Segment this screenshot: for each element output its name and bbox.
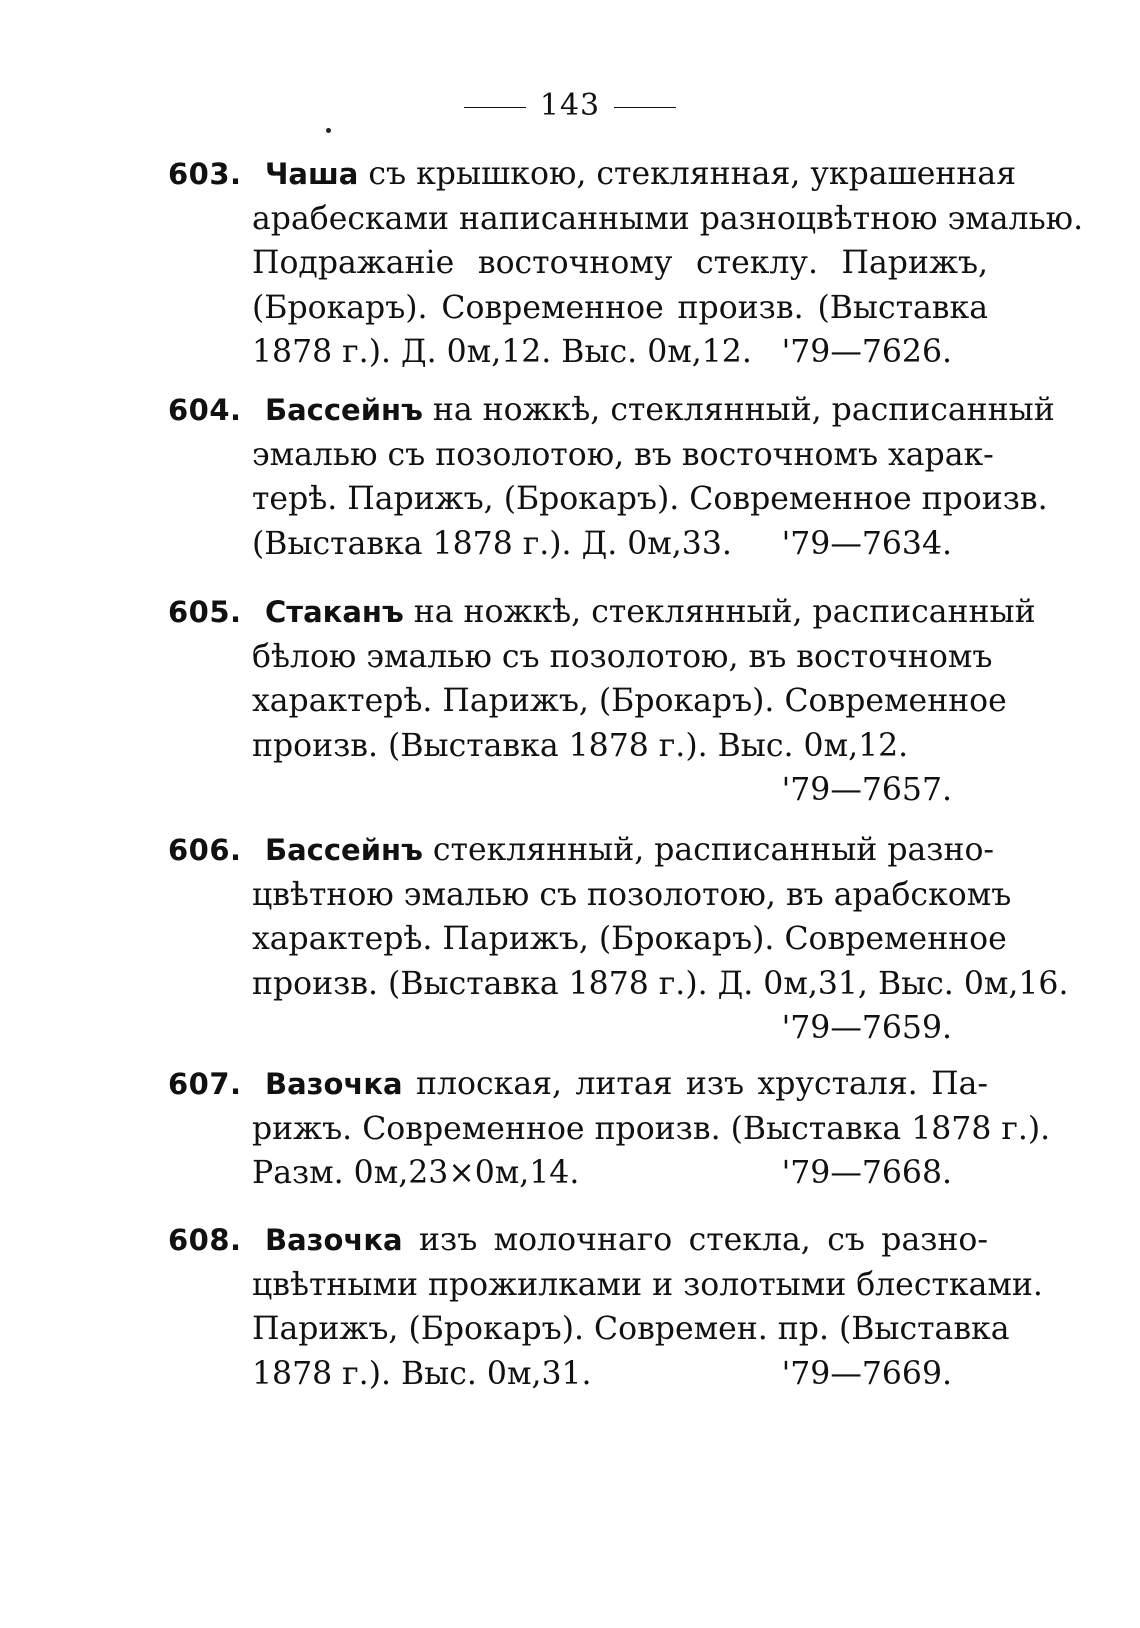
entry-line: арабесками написанными разноцвѣтною эмалью. (252, 200, 1084, 237)
catalog-entry-603 (168, 152, 1084, 375)
entry-last-line (252, 1151, 988, 1196)
inventory-ref: '79—7669. (781, 1355, 952, 1392)
entry-line (265, 590, 1036, 635)
entry-line: терѣ. Парижъ, (Брокаръ). Современное произв. (252, 481, 1048, 517)
print-speck (326, 128, 331, 133)
entry-measurements: (Выставка 1878 г.). Д. 0м,33. (252, 525, 732, 562)
entry-text: изъ молочнаго стекла, съ разно- (419, 1222, 989, 1258)
entry-body (265, 388, 1055, 433)
entry-last-line (252, 1352, 988, 1397)
entry-line: характерѣ. Парижъ, (Брокаръ). Современное (252, 921, 1007, 957)
entry-body (265, 828, 995, 873)
entry-line (265, 388, 1055, 433)
header-rule-right (614, 107, 676, 108)
entry-text: на ножкѣ, стеклянный, расписанный (413, 594, 1036, 630)
entry-number: 608. (168, 1223, 242, 1257)
entry-measurements: Разм. 0м,23×0м,14. (252, 1155, 580, 1191)
entry-line (265, 1218, 988, 1263)
entry-ref-line (168, 1006, 988, 1051)
page-header (0, 88, 1140, 123)
entry-title: Бассейнъ (265, 393, 423, 427)
entry-last-line (252, 330, 988, 375)
entry-text: плоская, литая изъ хрусталя. Па- (416, 1066, 988, 1102)
entry-line: эмалью съ позолотою, въ восточномъ харак- (252, 436, 994, 473)
entry-line (265, 1062, 988, 1107)
inventory-ref: '79—7659. (781, 1010, 952, 1046)
entry-text: съ крышкою, стеклянная, украшенная (368, 156, 1017, 192)
header-rule-left (464, 107, 526, 108)
entry-body (265, 590, 1036, 635)
entry-body (265, 1218, 988, 1263)
inventory-ref: '79—7668. (781, 1155, 952, 1191)
entry-line (265, 828, 995, 873)
entry-line: цвѣтною эмалью съ позолотою, въ арабскомъ (252, 876, 1012, 913)
entry-line: рижъ. Современное произв. (Выставка 1878 г.). (252, 1110, 1051, 1147)
entry-body (265, 1062, 988, 1107)
entry-number: 603. (168, 157, 242, 191)
entry-line: характерѣ. Парижъ, (Брокаръ). Современное (252, 683, 1007, 719)
entry-line: Парижъ, (Брокаръ). Современ. пр. (Выставка (252, 1311, 1010, 1347)
catalog-entry-608 (168, 1218, 1043, 1396)
entry-line: произв. (Выставка 1878 г.). Д. 0м,31, Выс. 0м,16. (252, 965, 1069, 1002)
catalog-entry-605 (168, 590, 1036, 813)
entry-title: Вазочка (265, 1223, 403, 1257)
entry-text: стеклянный, расписанный разно- (432, 832, 995, 868)
entry-number: 604. (168, 393, 242, 427)
entry-title: Чаша (265, 157, 359, 191)
catalog-entry-607 (168, 1062, 1051, 1196)
entry-body (265, 152, 1017, 197)
entry-measurements: 1878 г.). Д. 0м,12. Выс. 0м,12. (252, 334, 752, 370)
entry-ref-line (168, 768, 988, 813)
entry-line: (Брокаръ). Современное произв. (Выставка (252, 289, 988, 326)
entry-title: Вазочка (265, 1067, 403, 1101)
entry-title: Стаканъ (265, 595, 404, 629)
entry-number: 605. (168, 595, 242, 629)
entry-title: Бассейнъ (265, 833, 423, 867)
page-number: 143 (539, 88, 601, 123)
entry-line (265, 152, 1017, 197)
entry-text: на ножкѣ, стеклянный, расписанный (432, 392, 1055, 428)
entry-number: 607. (168, 1067, 242, 1101)
entry-line: бѣлою эмалью съ позолотою, въ восточномъ (252, 638, 993, 675)
entry-line: цвѣтными прожилками и золотыми блестками. (252, 1266, 1043, 1303)
entry-number: 606. (168, 833, 242, 867)
catalog-entry-604 (168, 388, 1055, 566)
inventory-ref: '79—7657. (781, 772, 952, 808)
entry-line: произв. (Выставка 1878 г.). Выс. 0м,12. (252, 727, 909, 764)
entry-line: Подражаніе восточному стеклу. Парижъ, (252, 245, 988, 281)
catalog-entry-606 (168, 828, 1069, 1051)
entry-measurements: 1878 г.). Выс. 0м,31. (252, 1355, 592, 1392)
inventory-ref: '79—7634. (781, 525, 952, 562)
entry-last-line (252, 522, 988, 567)
inventory-ref: '79—7626. (781, 334, 952, 370)
